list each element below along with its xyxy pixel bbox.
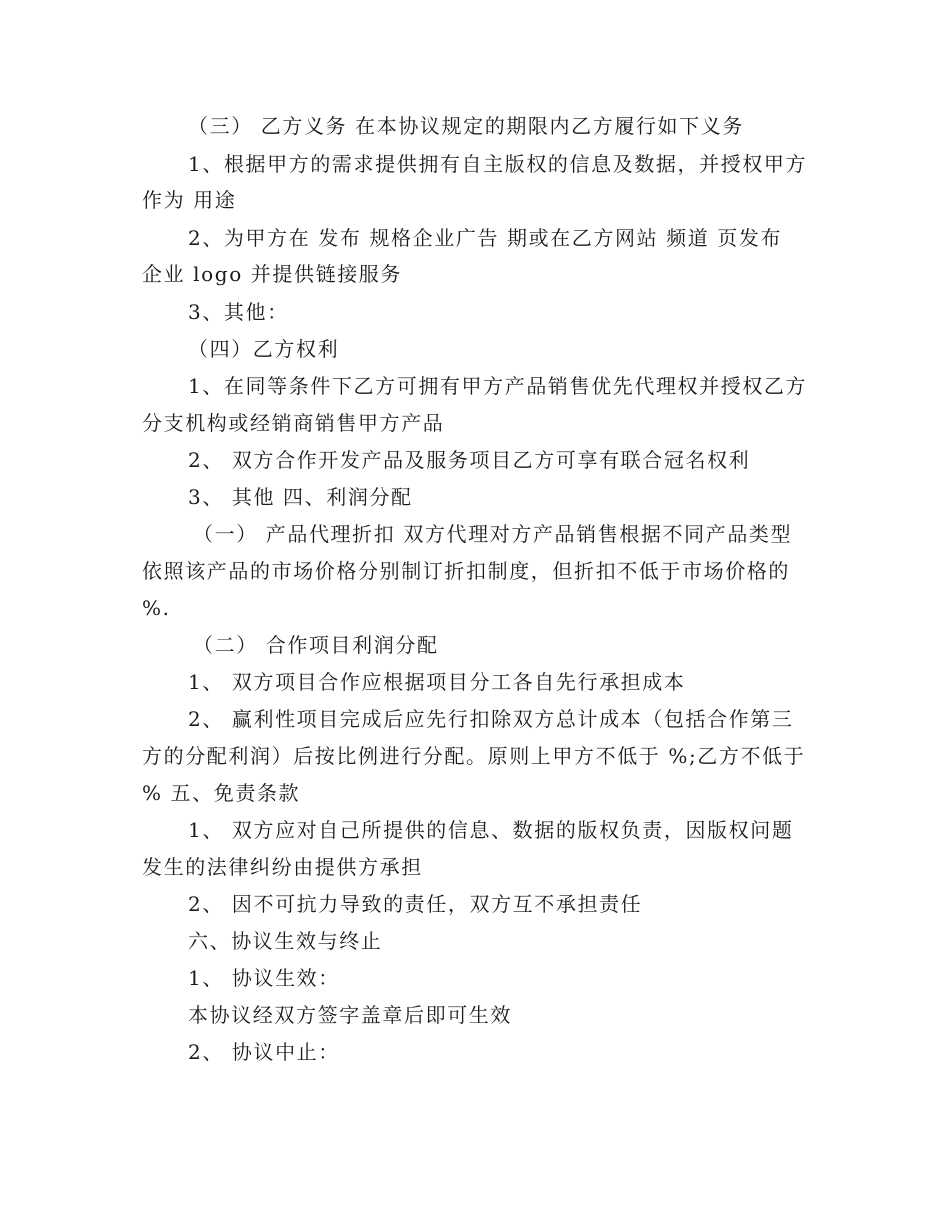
paragraph-line: %. xyxy=(142,596,171,620)
heading-section-3: （三） 乙方义务 在本协议规定的期限内乙方履行如下义务 xyxy=(188,114,744,138)
heading-section-4: （四）乙方权利 xyxy=(188,337,340,361)
paragraph-line: 发生的法律纠纷由提供方承担 xyxy=(142,855,423,879)
paragraph-line: 2、为甲方在 发布 规格企业广告 期或在乙方网站 频道 页发布 xyxy=(188,226,783,250)
paragraph-line: 2、 协议中止： xyxy=(188,1040,340,1064)
paragraph-line: 企业 logo 并提供链接服务 xyxy=(142,262,402,286)
paragraph-line: 2、 赢利性项目完成后应先行扣除双方总计成本（包括合作第三 xyxy=(188,707,794,731)
paragraph-line: 3、 其他 四、利润分配 xyxy=(188,485,413,509)
paragraph-line: 依照该产品的市场价格分别制订折扣制度，但折扣不低于市场价格的 xyxy=(142,559,790,583)
paragraph-line: 1、 协议生效： xyxy=(188,966,340,990)
paragraph-line: 2、 因不可抗力导致的责任，双方互不承担责任 xyxy=(188,892,643,916)
paragraph-line: （一） 产品代理折扣 双方代理对方产品销售根据不同产品类型 xyxy=(193,522,793,546)
paragraph-line: % 五、免责条款 xyxy=(142,781,301,805)
paragraph-line: 3、其他： xyxy=(188,300,289,324)
paragraph-line: 1、在同等条件下乙方可拥有甲方产品销售优先代理权并授权乙方 xyxy=(188,374,808,398)
paragraph-line: 方的分配利润）后按比例进行分配。原则上甲方不低于 %;乙方不低于 xyxy=(142,744,806,768)
heading-section-6: 六、协议生效与终止 xyxy=(188,929,383,953)
paragraph-line: 本协议经双方签字盖章后即可生效 xyxy=(188,1003,512,1027)
heading-section-profit: （二） 合作项目利润分配 xyxy=(193,633,439,657)
paragraph-line: 1、根据甲方的需求提供拥有自主版权的信息及数据，并授权甲方 xyxy=(188,152,808,176)
paragraph-line: 2、 双方合作开发产品及服务项目乙方可享有联合冠名权利 xyxy=(188,448,751,472)
paragraph-line: 分支机构或经销商销售甲方产品 xyxy=(142,411,445,435)
paragraph-line: 1、 双方项目合作应根据项目分工各自先行承担成本 xyxy=(188,670,686,694)
paragraph-line: 作为 用途 xyxy=(142,188,237,212)
paragraph-line: 1、 双方应对自己所提供的信息、数据的版权负责，因版权问题 xyxy=(188,818,794,842)
